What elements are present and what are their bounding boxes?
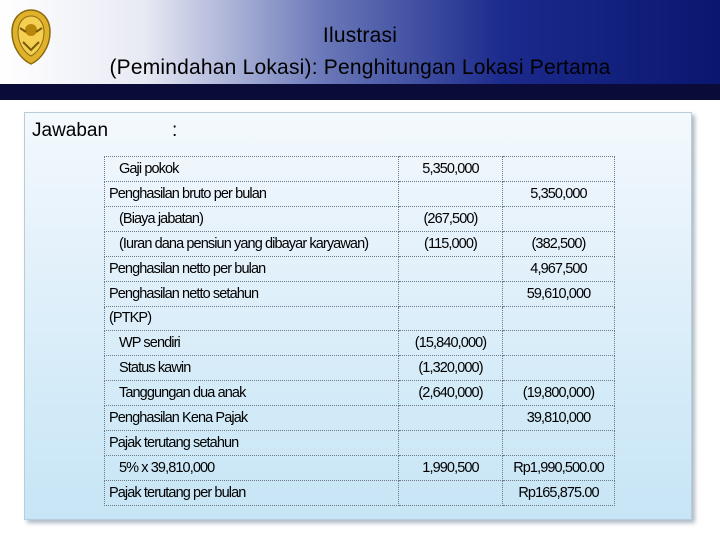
- answer-colon: :: [172, 120, 178, 141]
- row-total: [503, 431, 615, 456]
- table-row: [105, 281, 615, 306]
- row-total: [503, 356, 615, 381]
- row-subtotal: [399, 431, 503, 456]
- table-row: [105, 231, 615, 256]
- row-subtotal: (267,500): [399, 206, 503, 231]
- row-total: [503, 306, 615, 331]
- row-label: Penghasilan netto setahun: [105, 281, 399, 306]
- row-label: WP sendiri: [105, 331, 399, 356]
- tax-calculation-table: [104, 156, 615, 506]
- row-total: (19,800,000): [503, 381, 615, 406]
- table-row: [105, 306, 615, 331]
- header-bar: [0, 84, 720, 100]
- table-row: [105, 256, 615, 281]
- row-label: (PTKP): [105, 306, 399, 331]
- table-row: [105, 456, 615, 481]
- row-total: [503, 206, 615, 231]
- row-label: 5% x 39,810,000: [105, 456, 399, 481]
- row-total: Rp1,990,500.00: [503, 456, 615, 481]
- row-subtotal: (2,640,000): [399, 381, 503, 406]
- row-subtotal: (15,840,000): [399, 331, 503, 356]
- table-row: [105, 431, 615, 456]
- row-subtotal: 5,350,000: [399, 157, 503, 182]
- row-total: 59,610,000: [503, 281, 615, 306]
- row-label: Status kawin: [105, 356, 399, 381]
- row-subtotal: [399, 256, 503, 281]
- header-banner: [0, 0, 720, 96]
- table-row: [105, 480, 615, 505]
- row-label: Pajak terutang setahun: [105, 431, 399, 456]
- row-subtotal: [399, 480, 503, 505]
- row-total: (382,500): [503, 231, 615, 256]
- row-subtotal: (115,000): [399, 231, 503, 256]
- page-title-line1: Ilustrasi: [322, 24, 398, 47]
- table-row: [105, 356, 615, 381]
- row-total: 39,810,000: [503, 406, 615, 431]
- row-subtotal: [399, 281, 503, 306]
- page-title-line2: (Pemindahan Lokasi): Penghitungan Lokasi Pertama: [109, 56, 611, 79]
- table-row: [105, 381, 615, 406]
- row-label: Gaji pokok: [105, 157, 399, 182]
- table-row: [105, 331, 615, 356]
- table-row: [105, 157, 615, 182]
- row-total: 5,350,000: [503, 181, 615, 206]
- row-label: Tanggungan dua anak: [105, 381, 399, 406]
- row-total: [503, 331, 615, 356]
- row-total: Rp165,875.00: [503, 480, 615, 505]
- row-label: (Iuran dana pensiun yang dibayar karyawan): [105, 231, 399, 256]
- row-total: 4,967,500: [503, 256, 615, 281]
- table-row: [105, 406, 615, 431]
- row-total: [503, 157, 615, 182]
- row-label: Pajak terutang per bulan: [105, 480, 399, 505]
- row-subtotal: [399, 181, 503, 206]
- table-row: [105, 181, 615, 206]
- row-subtotal: [399, 306, 503, 331]
- row-subtotal: (1,320,000): [399, 356, 503, 381]
- row-label: (Biaya jabatan): [105, 206, 399, 231]
- answer-label: Jawaban: [32, 120, 109, 141]
- row-label: Penghasilan netto per bulan: [105, 256, 399, 281]
- table-row: [105, 206, 615, 231]
- row-label: Penghasilan bruto per bulan: [105, 181, 399, 206]
- row-label: Penghasilan Kena Pajak: [105, 406, 399, 431]
- row-subtotal: [399, 406, 503, 431]
- row-subtotal: 1,990,500: [399, 456, 503, 481]
